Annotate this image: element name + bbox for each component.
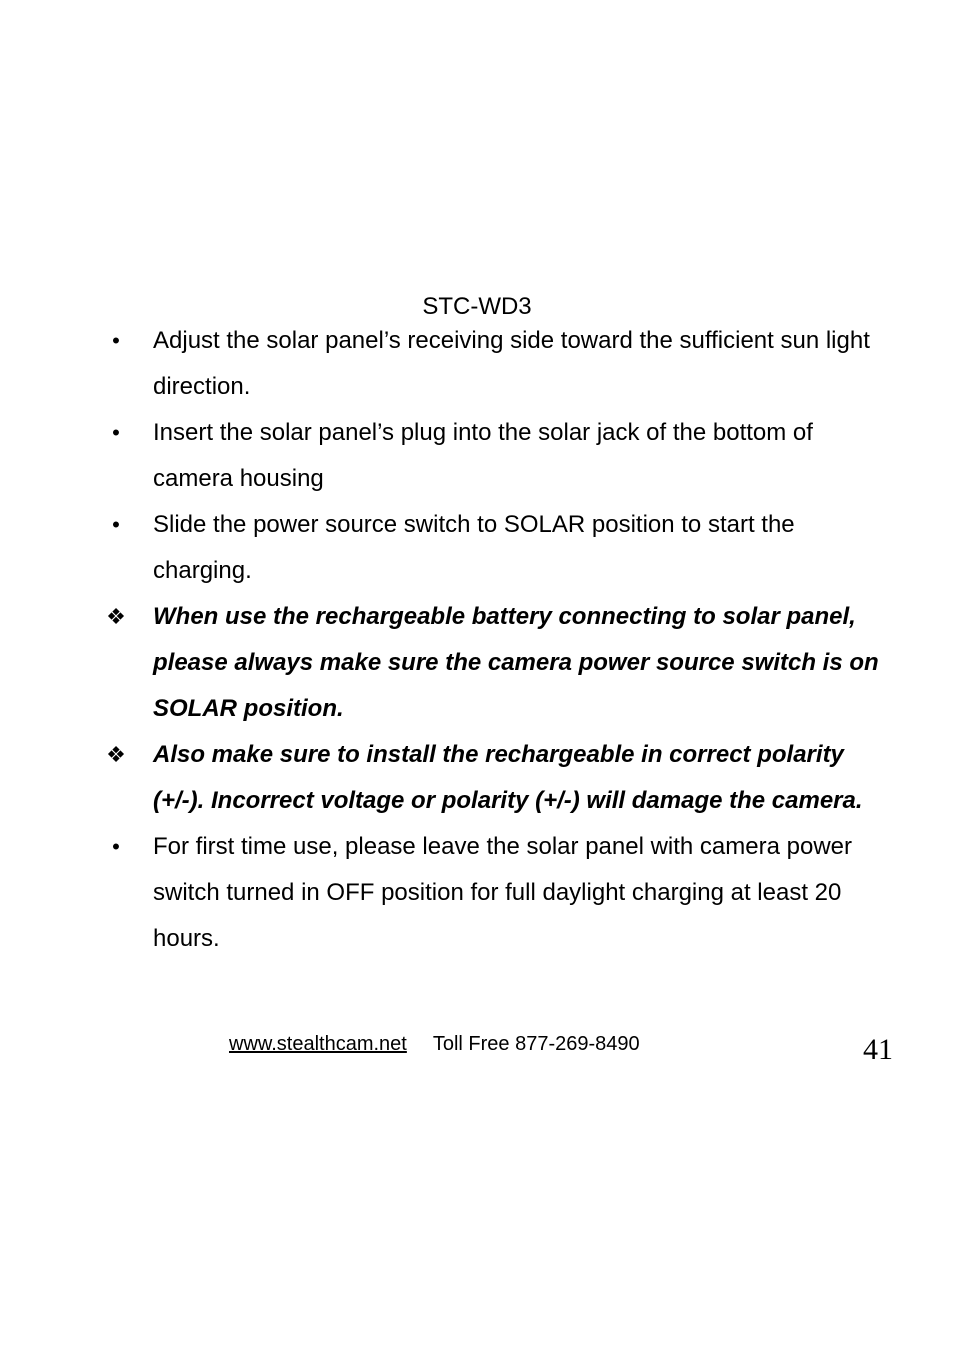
list-item-text: For first time use, please leave the solar panel with camera power switch turned in OFF position for full daylight charging at least 20 hours.: [153, 833, 852, 952]
diamond-bullet-icon: ❖: [106, 604, 126, 629]
website-link[interactable]: www.stealthcam.net: [229, 1033, 407, 1055]
toll-free-phone: Toll Free 877-269-8490: [432, 1033, 640, 1055]
warning-item: [0, 732, 898, 824]
list-item-text: Insert the solar panel’s plug into the solar jack of the bottom of camera housing: [153, 419, 813, 492]
list-item: [0, 410, 898, 502]
bullet-icon: •: [112, 834, 120, 859]
page-footer: [229, 1030, 640, 1058]
warning-item: [0, 594, 898, 732]
warning-text: When use the rechargeable battery connecting to solar panel, please always make sure the camera power source switch is on SOLAR position.: [153, 603, 879, 722]
list-item-text: Slide the power source switch to SOLAR position to start the charging.: [153, 511, 795, 584]
list-item: [0, 318, 898, 410]
warning-text: Also make sure to install the rechargeable in correct polarity (+/-). Incorrect voltage or polarity (+/-) will damage the camera.: [153, 741, 863, 814]
bullet-icon: •: [112, 512, 120, 537]
list-item: [0, 502, 898, 594]
bullet-icon: •: [112, 420, 120, 445]
page-number: 41: [863, 1033, 893, 1066]
diamond-bullet-icon: ❖: [106, 742, 126, 767]
list-item-text: Adjust the solar panel’s receiving side toward the sufficient sun light direction.: [153, 327, 870, 400]
list-item: [0, 824, 898, 962]
instruction-list: [0, 318, 954, 962]
bullet-icon: •: [112, 328, 120, 353]
page-header-model: STC-WD3: [422, 293, 532, 320]
